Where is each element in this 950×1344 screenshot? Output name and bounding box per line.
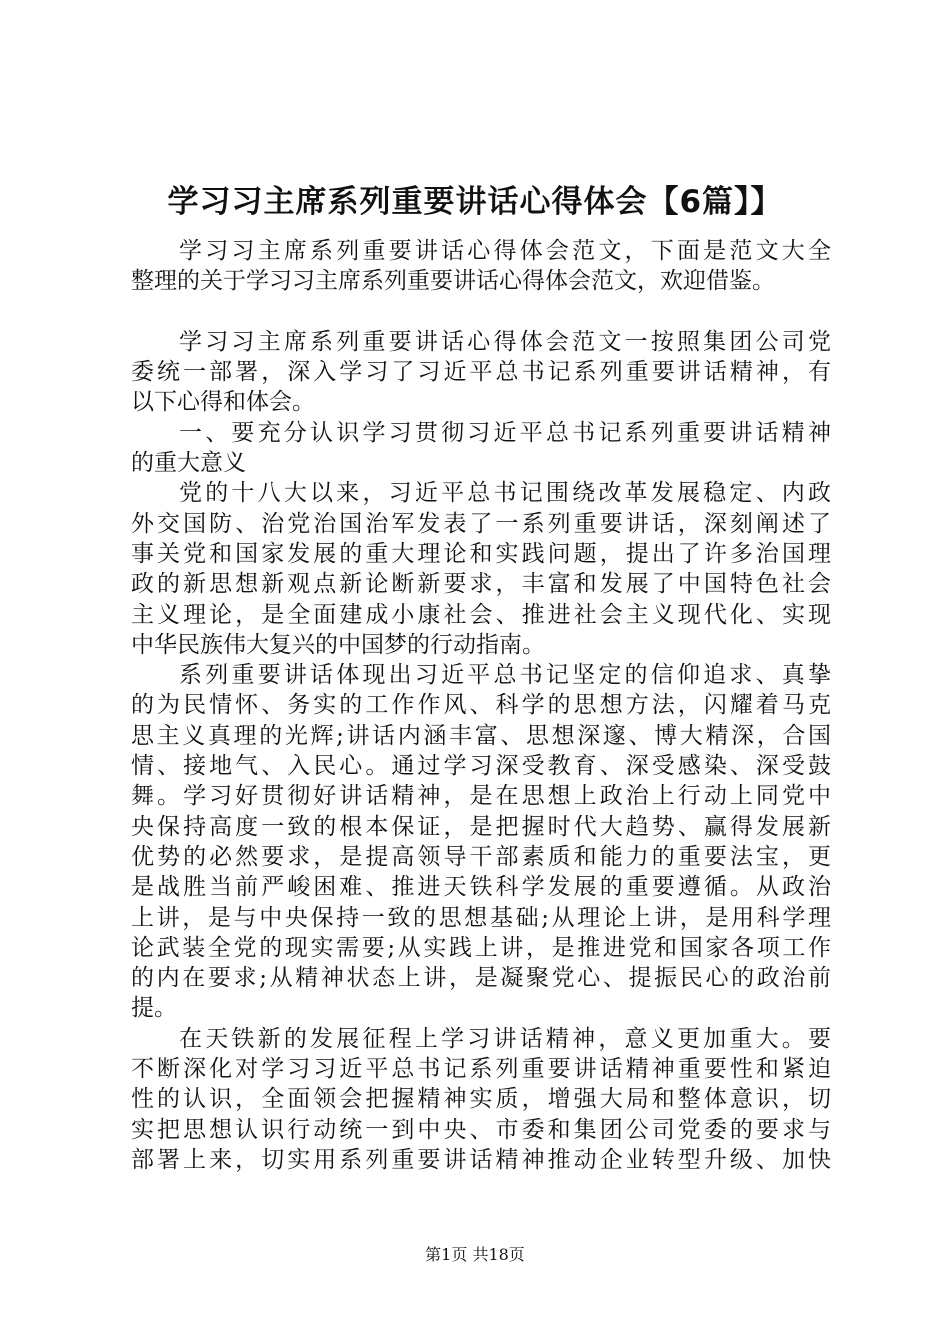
paragraph-line: 整理的关于学习习主席系列重要讲话心得体会范文，欢迎借鉴。 bbox=[131, 268, 775, 295]
paragraph-line: 在天铁新的发展征程上学习讲话精神，意义更加重大。要 bbox=[179, 1025, 831, 1052]
paragraph-line: 的重大意义 bbox=[131, 450, 246, 477]
paragraph-line: 情、接地气、入民心。通过学习深受教育、深受感染、深受鼓 bbox=[131, 753, 831, 780]
paragraph-line: 优势的必然要求，是提高领导干部素质和能力的重要法宝，更 bbox=[131, 843, 831, 870]
paragraph-line: 委统一部署，深入学习了习近平总书记系列重要讲话精神，有 bbox=[131, 359, 831, 386]
paragraph-line: 论武装全党的现实需要;从实践上讲，是推进党和国家各项工作 bbox=[131, 934, 831, 961]
paragraph-line: 性的认识，全面领会把握精神实质，增强大局和整体意识，切 bbox=[131, 1086, 831, 1113]
paragraph-line: 实把思想认识行动统一到中央、市委和集团公司党委的要求与 bbox=[131, 1116, 831, 1143]
paragraph-line: 主义理论，是全面建成小康社会、推进社会主义现代化、实现 bbox=[131, 601, 831, 628]
paragraph-line: 学习习主席系列重要讲话心得体会范文一按照集团公司党 bbox=[179, 328, 831, 355]
document-body bbox=[131, 236, 831, 1175]
paragraph-line: 系列重要讲话体现出习近平总书记坚定的信仰追求、真挚 bbox=[179, 662, 831, 689]
paragraph-line: 的内在要求;从精神状态上讲，是凝聚党心、提振民心的政治前 bbox=[131, 965, 831, 992]
paragraph-line: 不断深化对学习习近平总书记系列重要讲话精神重要性和紧迫 bbox=[131, 1056, 831, 1083]
paragraph-line: 党的十八大以来，习近平总书记围绕改革发展稳定、内政 bbox=[179, 480, 831, 507]
paragraph-line: 是战胜当前严峻困难、推进天铁科学发展的重要遵循。从政治 bbox=[131, 874, 831, 901]
paragraph-line: 央保持高度一致的根本保证，是把握时代大趋势、赢得发展新 bbox=[131, 813, 831, 840]
paragraph-line: 提。 bbox=[131, 995, 177, 1022]
paragraph-line: 思主义真理的光辉;讲话内涵丰富、思想深邃、博大精深，合国 bbox=[131, 722, 831, 749]
paragraph-line: 外交国防、治党治国治军发表了一系列重要讲话，深刻阐述了 bbox=[131, 510, 831, 537]
page-title: 学习习主席系列重要讲话心得体会【6篇】】 bbox=[167, 184, 783, 220]
paragraph-line: 一、要充分认识学习贯彻习近平总书记系列重要讲话精神 bbox=[179, 419, 831, 446]
paragraph-line: 的为民情怀、务实的工作作风、科学的思想方法，闪耀着马克 bbox=[131, 692, 831, 719]
paragraph-line: 上讲，是与中央保持一致的思想基础;从理论上讲，是用科学理 bbox=[131, 904, 831, 931]
paragraph-line: 部署上来，切实用系列重要讲话精神推动企业转型升级、加快 bbox=[131, 1146, 831, 1173]
paragraph-line: 以下心得和体会。 bbox=[131, 389, 315, 416]
paragraph-line: 中华民族伟大复兴的中国梦的行动指南。 bbox=[131, 631, 545, 658]
paragraph-line: 政的新思想新观点新论断新要求，丰富和发展了中国特色社会 bbox=[131, 571, 831, 598]
paragraph-line: 事关党和国家发展的重大理论和实践问题，提出了许多治国理 bbox=[131, 540, 831, 567]
paragraph-gap bbox=[131, 297, 831, 327]
page-footer: 第1页 共18页 bbox=[425, 1245, 525, 1264]
paragraph-line: 舞。学习好贯彻好讲话精神，是在思想上政治上行动上同党中 bbox=[131, 783, 831, 810]
paragraph-line: 学习习主席系列重要讲话心得体会范文，下面是范文大全 bbox=[179, 238, 831, 264]
